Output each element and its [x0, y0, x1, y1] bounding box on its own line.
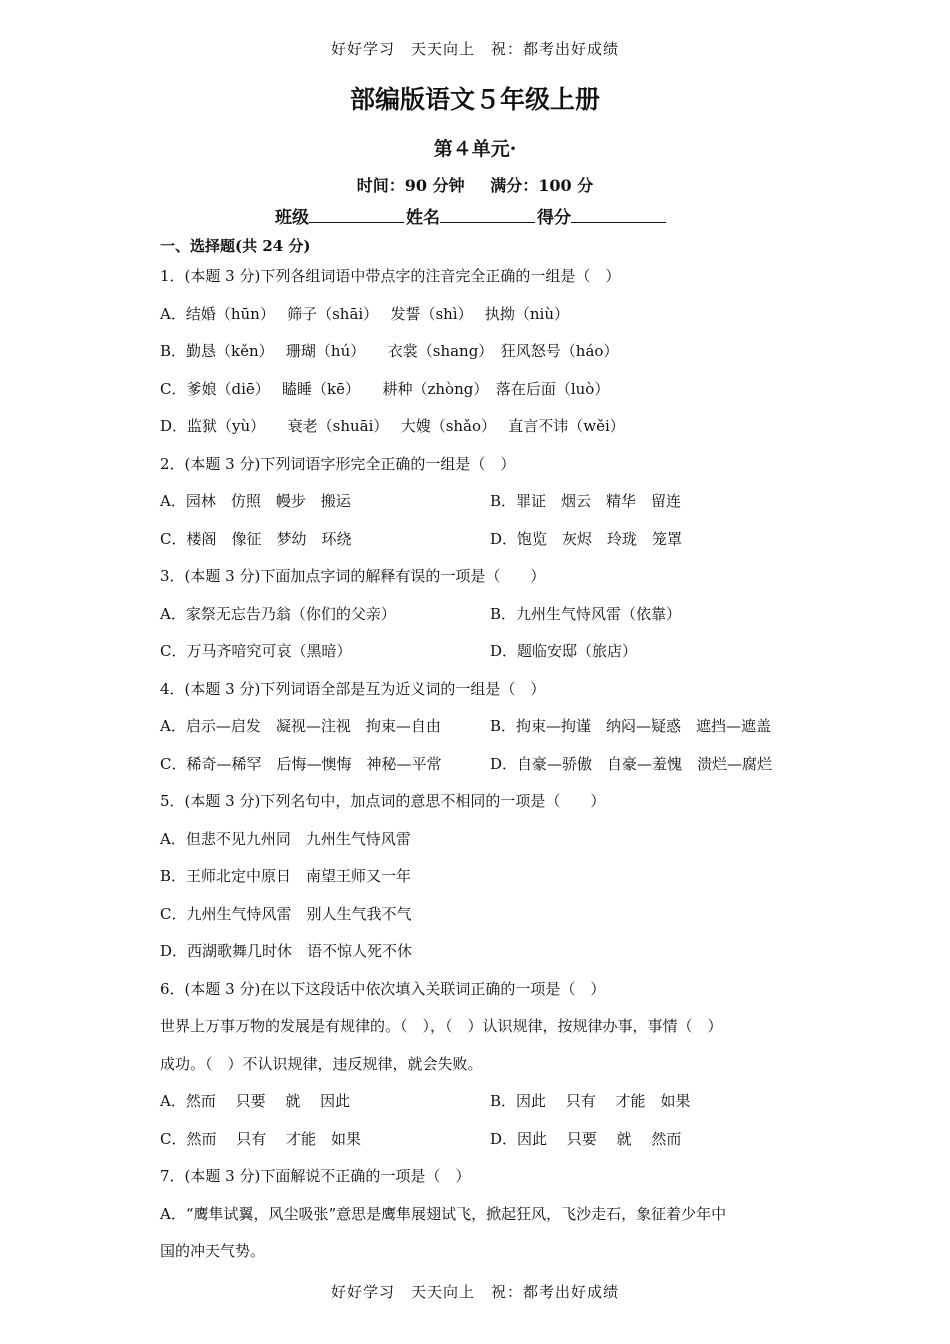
- unit-title: 第４单元·: [433, 138, 517, 160]
- student-info-line: [275, 203, 668, 228]
- question-passage: 成功。（ ）不认识规律，违反规律，就会失败。: [160, 1054, 483, 1073]
- question-option: D．饱览 灰烬 玲珑 笼罩: [490, 529, 683, 548]
- option-row: [160, 1091, 810, 1129]
- question-option: B．王师北定中原日 南望王师又一年: [160, 867, 412, 885]
- question-option: C．爹娘（diē） 瞌睡（kē） 耕种（zhòng） 落在后面（luò）: [160, 379, 610, 398]
- option-row: [160, 604, 810, 642]
- document-title: 部编版语文５年级上册: [349, 85, 600, 114]
- question-option: A．启示—启发 凝视—注视 拘束—自由: [160, 717, 441, 735]
- option-row: [160, 641, 810, 679]
- option-row: [160, 716, 810, 754]
- question-option: A．家祭无忘告乃翁（你们的父亲）: [160, 604, 396, 623]
- exam-meta: [0, 173, 950, 196]
- question-option: A．但悲不见九州同 九州生气恃风雷: [160, 829, 411, 848]
- question-option: A．园林 仿照 幔步 搬运: [160, 492, 351, 510]
- question-option: A．然而 只要 就 因此: [160, 1092, 351, 1110]
- question-option: C．稀奇—稀罕 后悔—懊悔 神秘—平常: [160, 754, 442, 773]
- question-option: D．因此 只要 就 然而: [490, 1129, 682, 1148]
- question-option: D．西湖歌舞几时休 语不惊人死不休: [160, 942, 413, 960]
- question-option: B．勤恳（kěn） 珊瑚（hú） 衣裳（shang） 狂风怒号（háo）: [160, 342, 619, 360]
- question-option: A．“鹰隼试翼，风尘吸张”意思是鹰隼展翅试飞，掀起狂风，飞沙走石，象征着少年中: [160, 1204, 727, 1223]
- question-option: B．因此 只有 才能 如果: [490, 1092, 691, 1110]
- name-label: 姓名: [406, 208, 440, 228]
- section-heading: 一、选择题(共 24 分): [160, 237, 311, 255]
- question-stem: 5．(本题 3 分)下列名句中，加点词的意思不相同的一项是（ ）: [160, 792, 606, 810]
- question-stem: 1．(本题 3 分)下列各组词语中带点字的注音完全正确的一组是（ ）: [160, 267, 621, 285]
- question-option: B．拘束—拘谨 纳闷—疑惑 遮挡—遮盖: [490, 717, 772, 735]
- question-stem: 2．(本题 3 分)下列词语字形完全正确的一组是（ ）: [160, 454, 516, 473]
- question-option: D．监狱（yù） 衰老（shuāi） 大嫂（shǎo） 直言不讳（wěi）: [160, 417, 625, 435]
- option-row: [160, 754, 810, 792]
- question-option: B．罪证 烟云 精华 留连: [490, 492, 682, 510]
- question-option: C．然而 只有 才能 如果: [160, 1129, 362, 1148]
- score-label: 得分: [537, 208, 571, 228]
- question-stem: 7．(本题 3 分)下面解说不正确的一项是（ ）: [160, 1167, 471, 1185]
- class-blank[interactable]: [309, 203, 404, 223]
- name-blank[interactable]: [440, 203, 535, 223]
- question-option: A．结婚（hūn） 筛子（shāi） 发誓（shì） 执拗（niù）: [160, 304, 569, 323]
- full-score-label: 满分：100 分: [490, 176, 594, 195]
- page-footer: 好好学习 天天向上 祝：都考出好成绩: [330, 1283, 619, 1301]
- question-option-continued: 国的冲天气势。: [160, 1242, 266, 1260]
- page-header: 好好学习 天天向上 祝：都考出好成绩: [330, 40, 619, 58]
- question-stem: 6．(本题 3 分)在以下这段话中依次填入关联词正确的一项是（ ）: [160, 979, 606, 998]
- option-row: [160, 491, 810, 529]
- question-option: B．九州生气恃风雷（依靠）: [490, 604, 682, 623]
- time-label: 时间：90 分钟: [356, 176, 465, 195]
- class-label: 班级: [275, 208, 309, 228]
- question-stem: 3．(本题 3 分)下面加点字词的解释有误的一项是（ ）: [160, 567, 546, 585]
- question-option: C．万马齐喑究可哀（黑暗）: [160, 642, 352, 660]
- exam-content: [160, 236, 810, 1279]
- question-stem: 4．(本题 3 分)下列词语全部是互为近义词的一组是（ ）: [160, 679, 546, 698]
- question-option: D．题临安邸（旅店）: [490, 642, 638, 660]
- score-blank[interactable]: [571, 203, 666, 223]
- option-row: [160, 1129, 810, 1167]
- question-option: D．自豪—骄傲 自豪—羞愧 溃烂—腐烂: [490, 754, 773, 773]
- option-row: [160, 529, 810, 567]
- question-option: C．九州生气恃风雷 别人生气我不气: [160, 904, 412, 923]
- question-option: C．楼阁 像征 梦幼 环绕: [160, 529, 352, 548]
- question-passage: 世界上万事万物的发展是有规律的。（ ），（ ）认识规律，按规律办事，事情（ ）: [160, 1017, 723, 1035]
